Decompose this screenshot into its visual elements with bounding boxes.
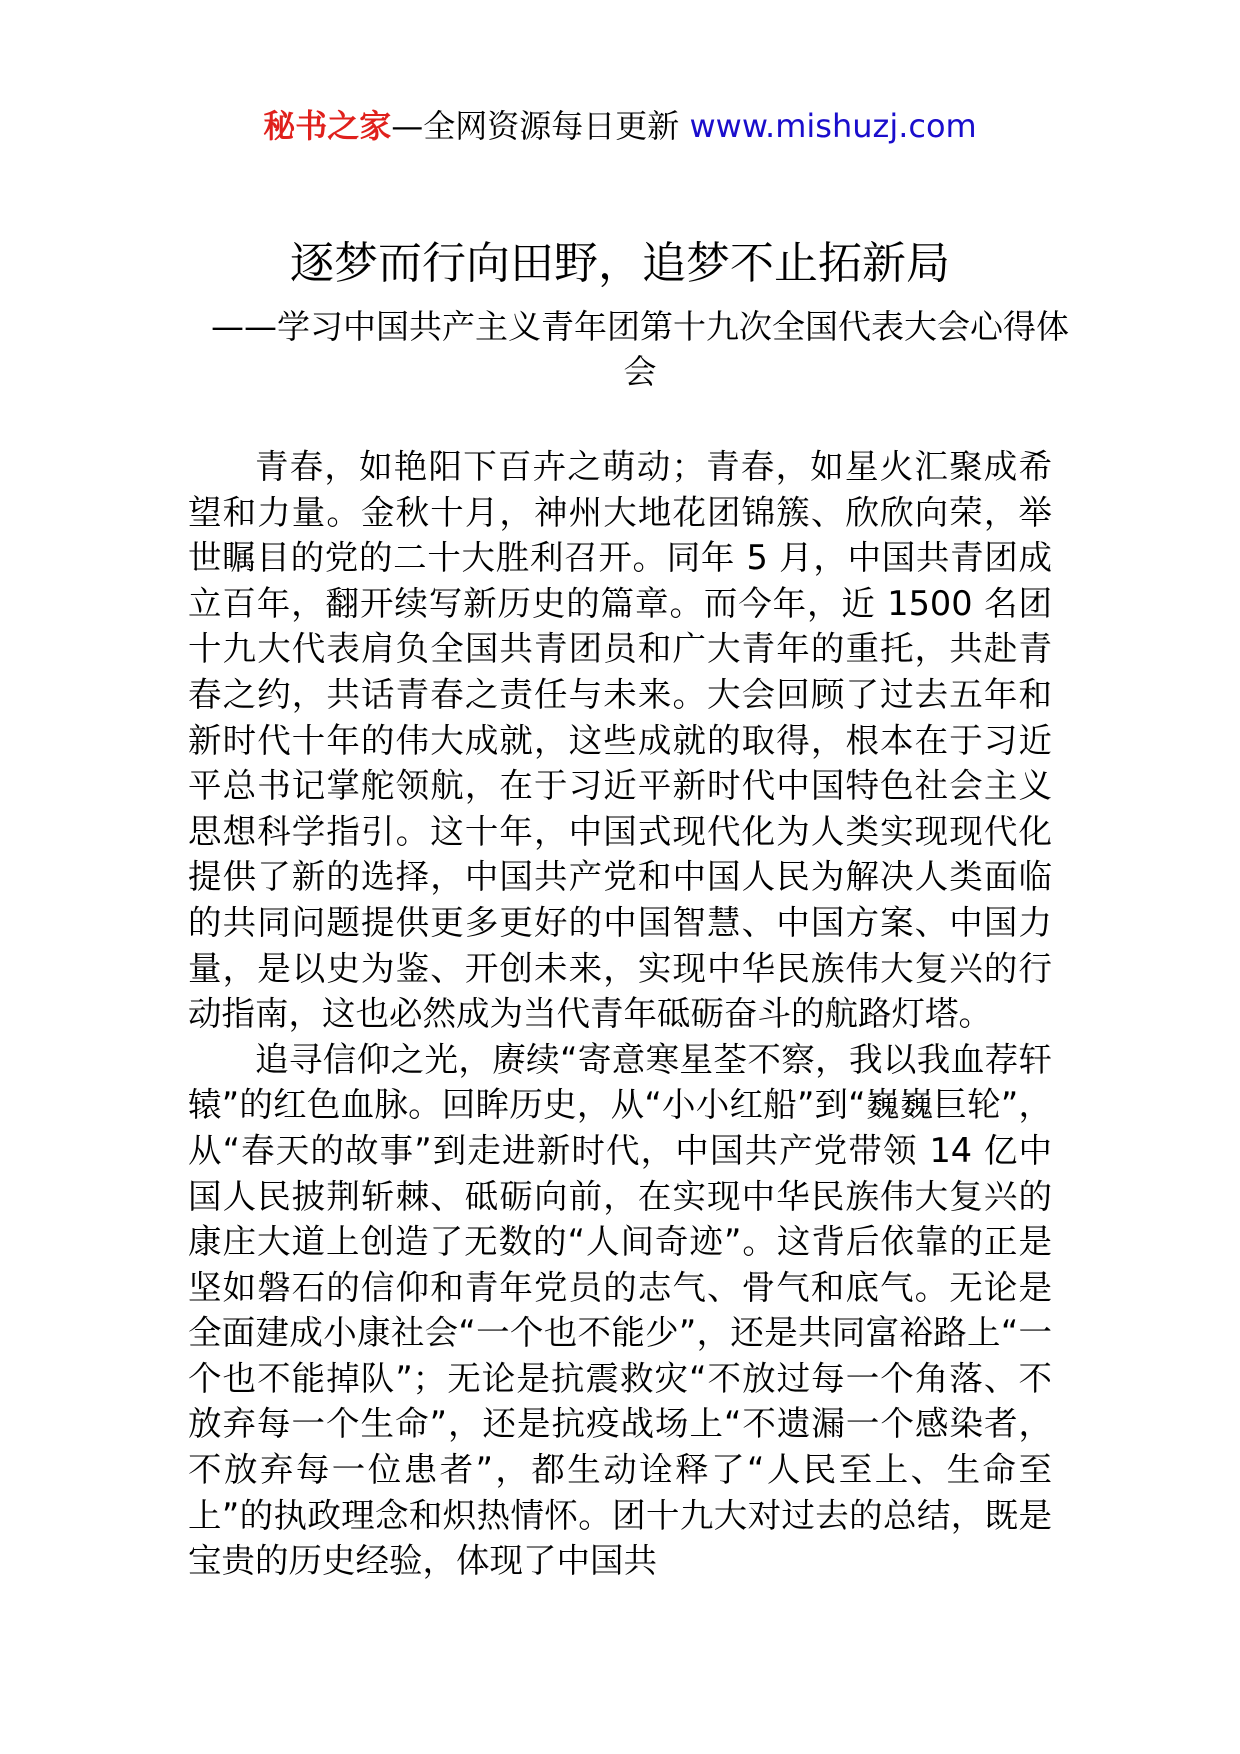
site-tagline: —全网资源每日更新 [391,107,690,145]
site-header [0,98,1240,154]
site-url-link[interactable]: www.mishuzj.com [689,107,977,145]
body-paragraph: 追寻信仰之光，赓续“寄意寒星荃不察，我以我血荐轩辕”的红色血脉。回眸历史，从“小小红船”到“巍巍巨轮”，从“春天的故事”到走进新时代，中国共产党带领 14 亿中国人民披荆斩棘、砥砺向前，在实现中华民族伟大复兴的康庄大道上创造了无数的“人间奇迹”。这背后依靠的正是坚如磐石的信仰和青年党员的志气、骨气和底气。无论是全面建成小康社会“一个也不能少”，还是共同富裕路上“一个也不能掉队”；无论是抗震救灾“不放过每一个角落、不放弃每一个生命”，还是抗疫战场上“不遗漏一个感染者，不放弃每一位患者”，都生动诠释了“人民至上、生命至上”的执政理念和炽热情怀。团十九大对过去的总结，既是宝贵的历史经验，体现了中国共 [188,1039,1052,1581]
document-title: 逐梦而行向田野，追梦不止拓新局 [290,238,950,289]
document-body [188,444,1052,1584]
site-brand: 秘书之家 [263,107,392,145]
document-subtitle: ——学习中国共产主义青年团第十九次全国代表大会心得体会 [211,307,1069,391]
body-paragraph: 青春，如艳阳下百卉之萌动；青春，如星火汇聚成希望和力量。金秋十月，神州大地花团锦簇、欣欣向荣，举世瞩目的党的二十大胜利召开。同年 5 月，中国共青团成立百年，翻开续写新历史的篇章。而今年，近 1500 名团十九大代表肩负全国共青团员和广大青年的重托，共赴青春之约，共话青春之责任与未来。大会回顾了过去五年和新时代十年的伟大成就，这些成就的取得，根本在于习近平总书记掌舵领航，在于习近平新时代中国特色社会主义思想科学指引。这十年，中国式现代化为人类实现现代化提供了新的选择，中国共产党和中国人民为解决人类面临的共同问题提供更多更好的中国智慧、中国方案、中国力量，是以史为鉴、开创未来，实现中华民族伟大复兴的行动指南，这也必然成为当代青年砥砺奋斗的航路灯塔。 [188,447,1052,1034]
